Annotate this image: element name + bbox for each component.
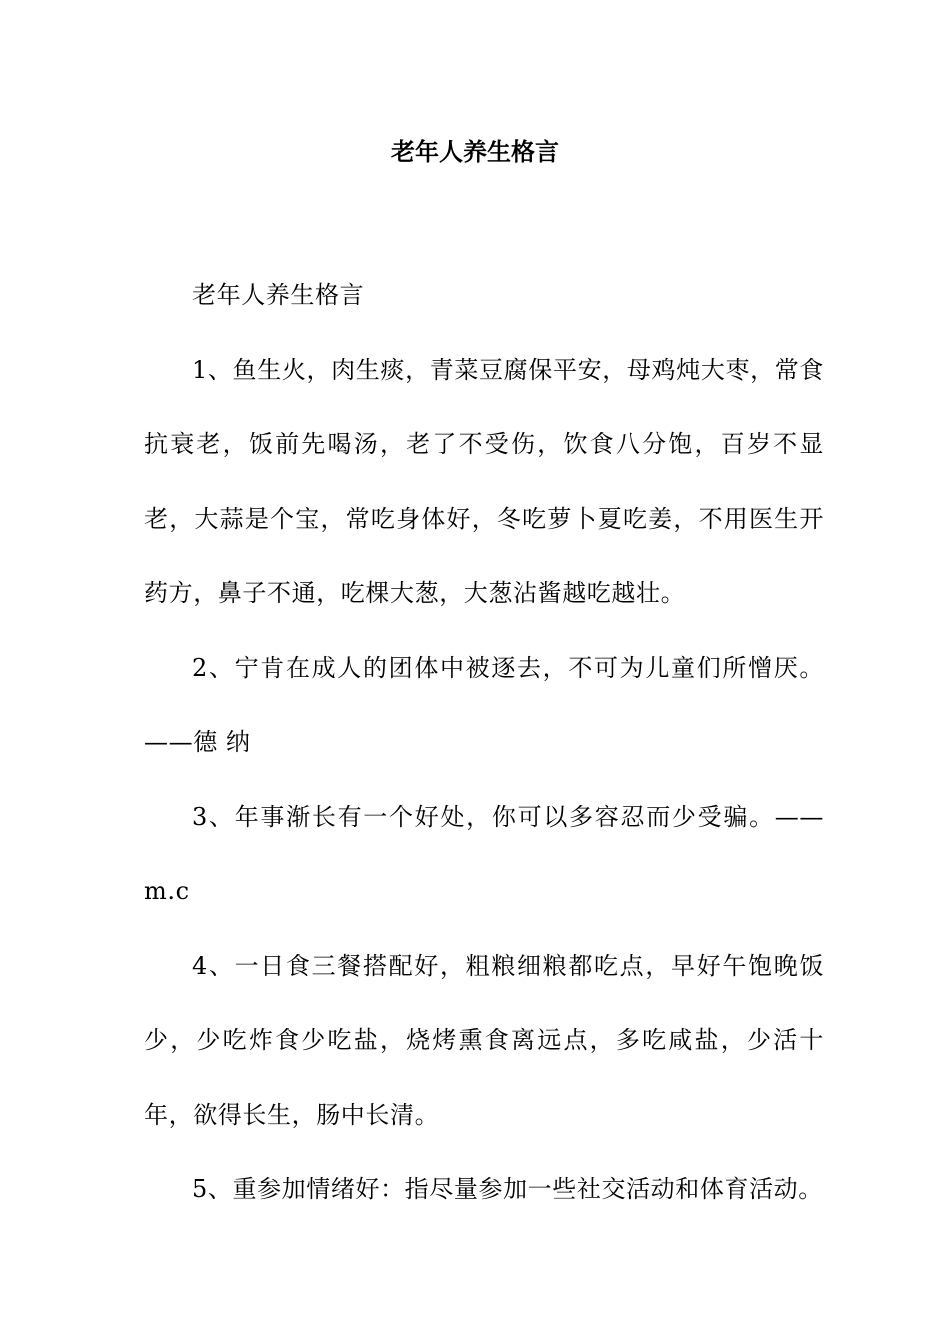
paragraph-3: 3、年事渐长有一个好处，你可以多容忍而少受骗。——m.c — [144, 802, 824, 905]
paragraph-5: 5、重参加情绪好：指尽量参加一些社交活动和体育活动。 — [192, 1175, 823, 1203]
document-body — [144, 258, 824, 1227]
page-title: 老年人养生格言 — [391, 138, 559, 166]
paragraph-4: 4、一日食三餐搭配好，粗粮细粮都吃点，早好午饱晚饭少，少吃炸食少吃盐，烧烤熏食离远点，多吃咸盐，少活十年，欲得长生，肠中长清。 — [144, 951, 824, 1129]
document-subtitle: 老年人养生格言 — [192, 281, 365, 309]
paragraph-1: 1、鱼生火，肉生痰，青菜豆腐保平安，母鸡炖大枣，常食抗衰老，饭前先喝汤，老了不受伤，饮食八分饱，百岁不显老，大蒜是个宝，常吃身体好，冬吃萝卜夏吃姜，不用医生开药方，鼻子不通，吃棵大葱，大葱沾酱越吃越壮。 — [144, 355, 824, 607]
paragraph-2: 2、宁肯在成人的团体中被逐去，不可为儿童们所憎厌。——德 纳 — [144, 653, 824, 756]
